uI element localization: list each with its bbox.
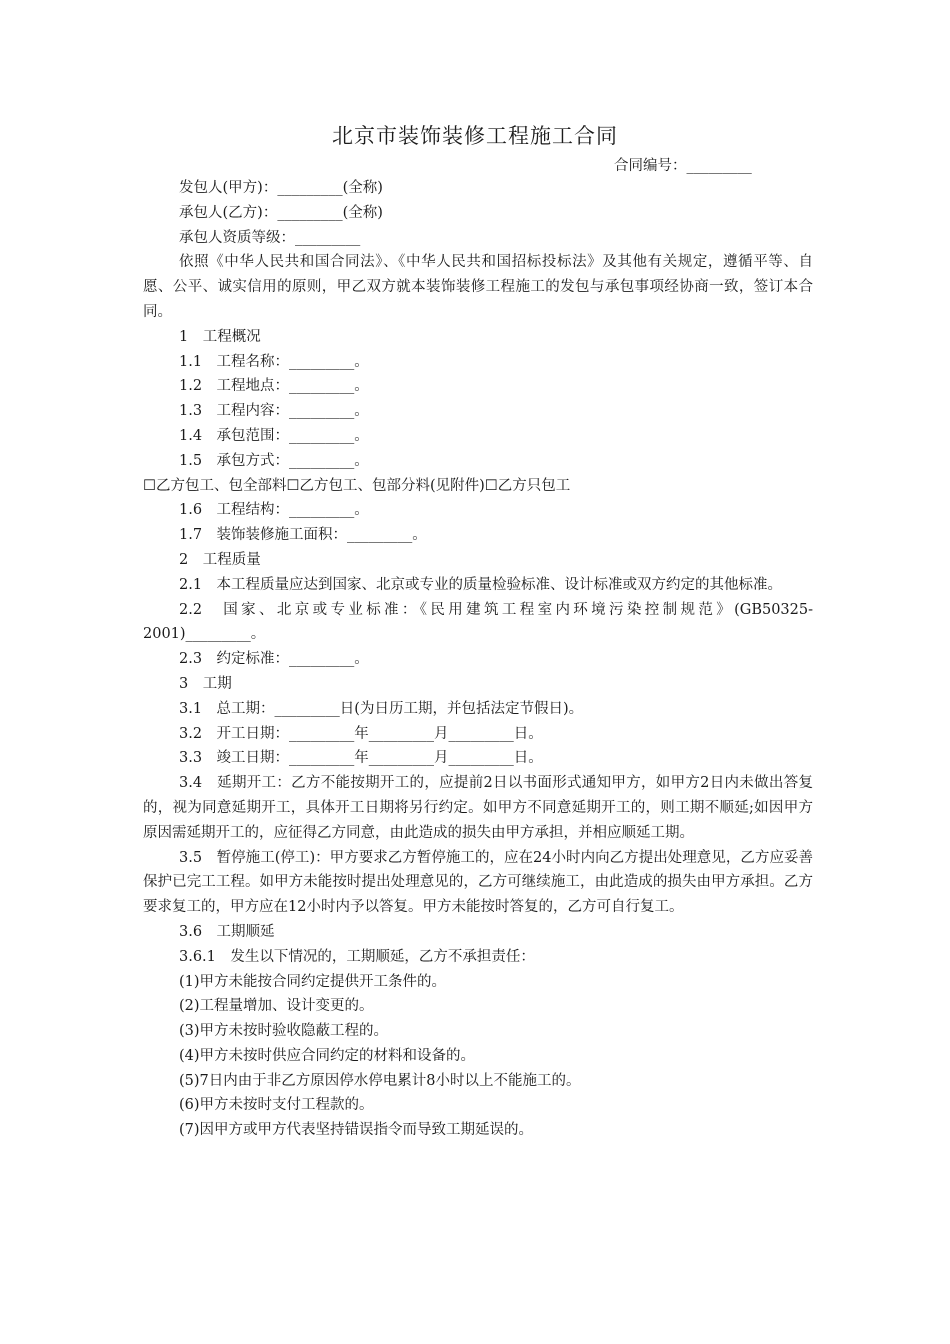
clause-line: 3.3 竣工日期：_________年_________月_________日。: [179, 750, 543, 767]
clause-line: 1.1 工程名称：_________。: [179, 353, 369, 370]
clause-line: 3.2 开工日期：_________年_________月_________日。: [179, 725, 543, 742]
list-item: (5)7日内由于非乙方原因停水停电累计8小时以上不能施工的。: [179, 1072, 581, 1089]
party-a-line: 发包人(甲方)：_________(全称): [179, 180, 383, 196]
clause-line: 1.2 工程地点：_________。: [179, 378, 369, 395]
list-item: (7)因甲方或甲方代表坚持错误指令而导致工期延误的。: [179, 1122, 534, 1139]
clause-paragraph: 2.1 本工程质量应达到国家、北京或专业的质量检验标准、设计标准或双方约定的其他标准。: [179, 576, 783, 593]
clause-line: 3.6.1 发生以下情况的，工期顺延，乙方不承担责任：: [179, 948, 535, 965]
clause-line: 1.3 工程内容：_________。: [179, 403, 369, 420]
qualification-line: 承包人资质等级：_________: [179, 229, 361, 246]
clause-paragraph: 2.2 国家、北京或专业标准：《民用建筑工程室内环境污染控制规范》(GB50325-2001)_________。: [143, 601, 813, 643]
contract-body: [143, 176, 813, 1143]
list-item: (6)甲方未按时支付工程款的。: [179, 1097, 374, 1114]
list-item: (1)甲方未能按合同约定提供开工条件的。: [179, 973, 447, 990]
clause-line: 1.5 承包方式：_________。: [179, 452, 369, 469]
section-heading: 1 工程概况: [179, 328, 261, 345]
preamble-paragraph: 依照《中华人民共和国合同法》、《中华人民共和国招标投标法》及其他有关规定，遵循平等、自愿、公平、诚实信用的原则，甲乙双方就本装饰装修工程施工的发包与承包事项经协商一致，签订本合同。: [143, 254, 813, 320]
clause-paragraph: 3.4 延期开工：乙方不能按期开工的，应提前2日以书面形式通知甲方，如甲方2日内未做出答复的，视为同意延期开工，具体开工日期将另行约定。如甲方不同意延期开工的，则工期不顺延;如因甲方原因需延期开工的，应征得乙方同意，由此造成的损失由甲方承担，并相应顺延工期。: [143, 775, 813, 841]
list-item: (4)甲方未按时供应合同约定的材料和设备的。: [179, 1047, 476, 1064]
contract-mode-options: ☐乙方包工、包全部料☐乙方包工、包部分料(见附件)☐乙方只包工: [143, 477, 571, 494]
clause-line: 3.6 工期顺延: [179, 923, 275, 940]
clause-line: 2.3 约定标准：_________。: [179, 651, 369, 668]
section-heading: 2 工程质量: [179, 551, 261, 568]
clause-line: 1.4 承包范围：_________。: [179, 427, 369, 444]
list-item: (3)甲方未按时验收隐蔽工程的。: [179, 1023, 389, 1040]
clause-line: 1.7 装饰装修施工面积：_________。: [179, 527, 427, 544]
clause-paragraph: 3.5 暂停施工(停工)：甲方要求乙方暂停施工的，应在24小时内向乙方提出处理意见，乙方应妥善保护已完工工程。如甲方未能按时提出处理意见的，乙方可继续施工，由此造成的损失由甲方承担。乙方要求复工的，甲方应在12小时内予以答复。甲方未能按时答复的，乙方可自行复工。: [143, 849, 813, 916]
clause-line: 1.6 工程结构：_________。: [179, 502, 369, 519]
contract-number: 合同编号：_________: [614, 158, 752, 174]
section-heading: 3 工期: [179, 675, 232, 692]
document-title: 北京市装饰装修工程施工合同: [332, 124, 618, 148]
list-item: (2)工程量增加、设计变更的。: [179, 998, 374, 1015]
clause-line: 3.1 总工期：_________日(为日历工期，并包括法定节假日)。: [179, 700, 584, 717]
party-b-line: 承包人(乙方)：_________(全称): [179, 204, 383, 221]
